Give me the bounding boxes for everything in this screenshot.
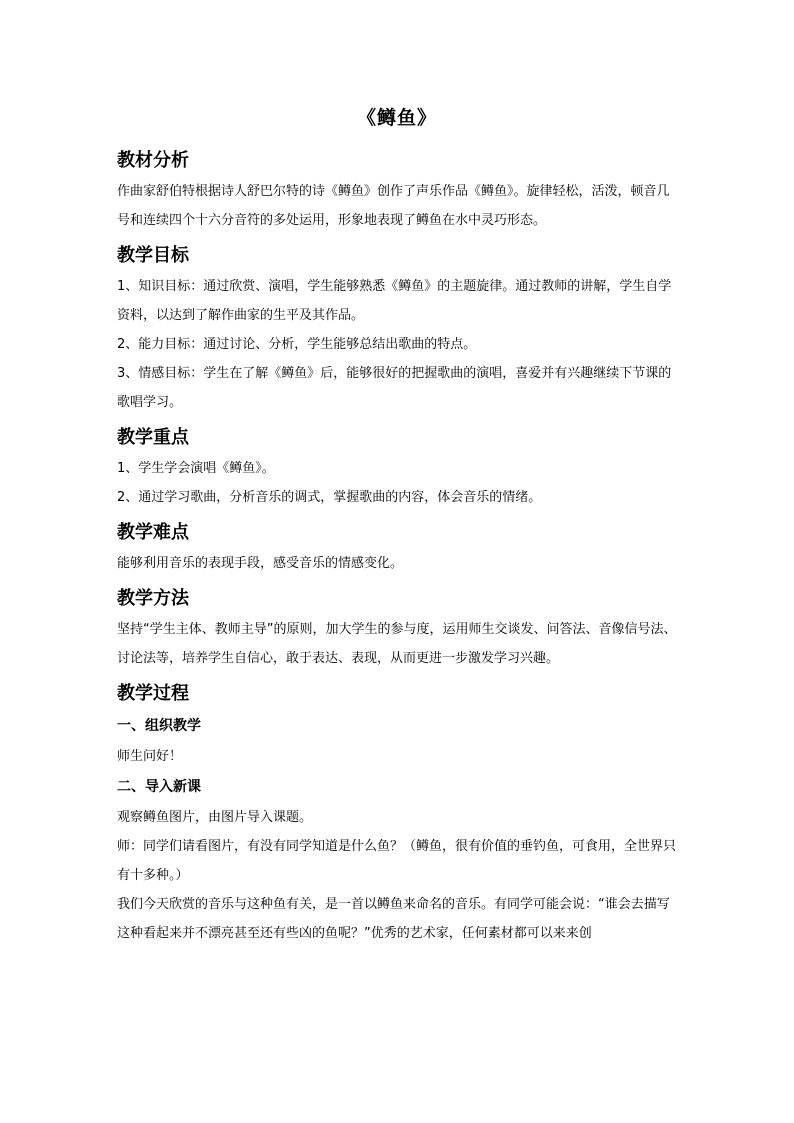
paragraph: 2、能力目标：通过讨论、分析，学生能够总结出歌曲的特点。 (117, 337, 477, 352)
paragraph: 坚持“学生主体、教师主导”的原则，加大学生的参与度，运用师生交谈发、问答法、音像信号法、讨论法等，培养学生自信心，敢于表达、表现，从而更进一步激发学习兴趣。 (117, 622, 677, 666)
document-body (117, 148, 680, 948)
section-heading: 教学过程 (117, 683, 189, 704)
paragraph: 1、学生学会演唱《鳟鱼》。 (117, 461, 275, 476)
section-heading: 教学目标 (117, 245, 189, 266)
document-title: 《鳟鱼》 (356, 107, 437, 129)
paragraph: 2、通过学习歌曲，分析音乐的调式，掌握歌曲的内容，体会音乐的情绪。 (117, 490, 542, 505)
paragraph: 师：同学们请看图片，有没有同学知道是什么鱼？（鳟鱼，很有价值的垂钓鱼，可食用，全世界只有十多种。） (117, 839, 677, 883)
subsection-heading: 二、导入新课 (117, 779, 201, 795)
paragraph: 作曲家舒伯特根据诗人舒巴尔特的诗《鳟鱼》创作了声乐作品《鳟鱼》。旋律轻松，活泼，顿音几号和连续四个十六分音符的多处运用，形象地表现了鳟鱼在水中灵巧形态。 (117, 184, 670, 228)
section-heading: 教材分析 (117, 150, 189, 171)
paragraph: 3、情感目标：学生在了解《鳟鱼》后，能够很好的把握歌曲的演唱，喜爱并有兴趣继续下节课的歌唱学习。 (117, 366, 672, 410)
paragraph: 观察鳟鱼图片，由图片导入课题。 (117, 810, 313, 825)
paragraph: 1、知识目标：通过欣赏、演唱，学生能够熟悉《鳟鱼》的主题旋律。通过教师的讲解，学生自学资料，以达到了解作曲家的生平及其作品。 (117, 279, 672, 323)
paragraph: 我们今天欣赏的音乐与这种鱼有关，是一首以鳟鱼来命名的音乐。有同学可能会说：“谁会去描写这种看起来并不漂亮甚至还有些凶的鱼呢？”优秀的艺术家，任何素材都可以来来创 (117, 897, 670, 941)
section-heading: 教学方法 (117, 588, 189, 609)
subsection-heading: 一、组织教学 (117, 718, 201, 734)
section-heading: 教学重点 (117, 427, 189, 448)
section-heading: 教学难点 (117, 522, 189, 543)
paragraph: 师生问好！ (117, 749, 183, 764)
paragraph: 能够利用音乐的表现手段，感受音乐的情感变化。 (117, 556, 404, 571)
